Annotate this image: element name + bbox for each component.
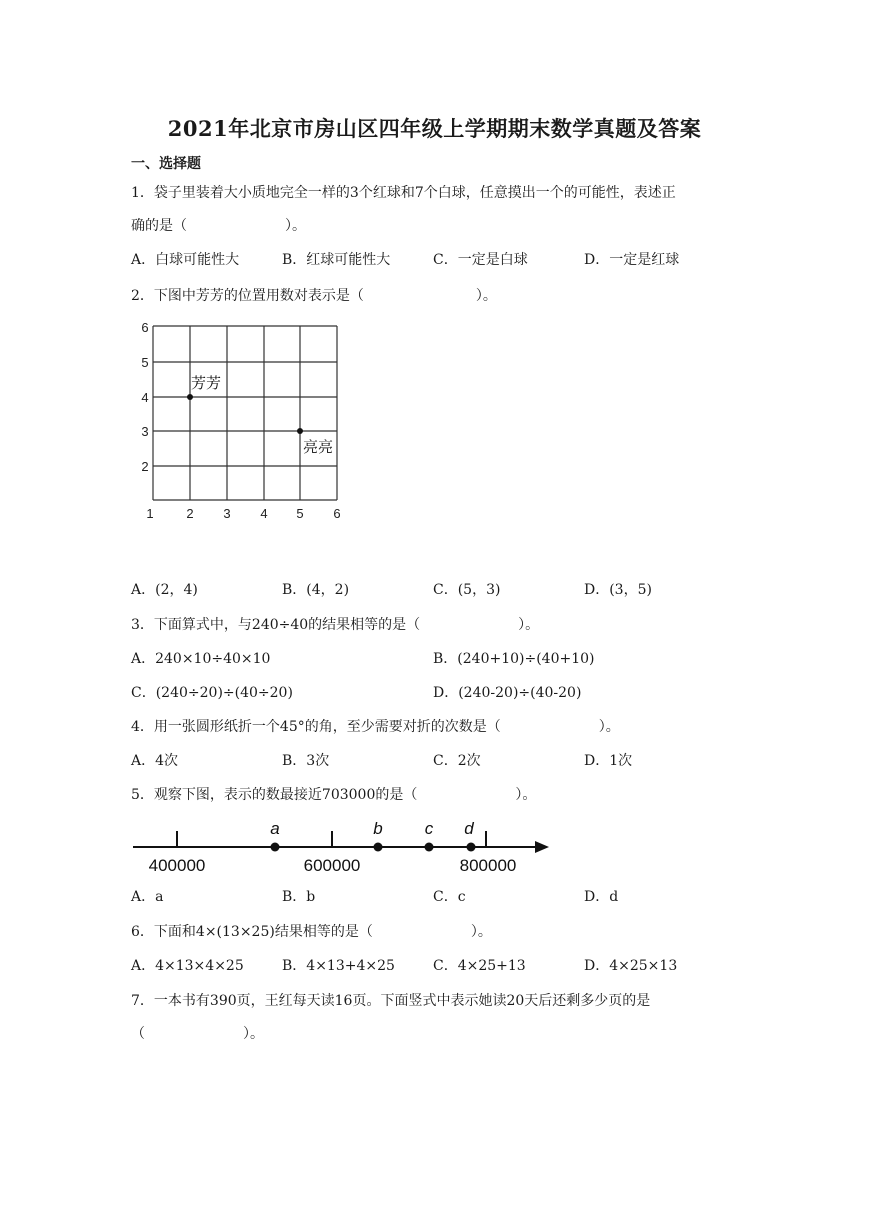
- q2-option-a: A．(2，4): [131, 582, 198, 598]
- question-6-text: 6．下面和4×(13×25)结果相等的是（ ）。: [131, 924, 492, 940]
- q5-option-d: D．d: [584, 889, 619, 905]
- q6-option-d: D．4×25×13: [584, 958, 678, 974]
- number-line-tick-label: 800000: [459, 856, 517, 875]
- q5-option-c: C．c: [433, 889, 466, 905]
- y-tick-label: 5: [141, 355, 149, 370]
- question-5-text: 5．观察下图，表示的数最接近703000的是（ ）。: [131, 787, 537, 803]
- number-line-figure: [131, 815, 556, 877]
- q3-option-c: C．(240÷20)÷(40÷20): [131, 685, 293, 701]
- point-a: [271, 843, 280, 852]
- q1-option-b: B．红球可能性大: [282, 252, 391, 268]
- question-1-text-cont: 确的是（ ）。: [131, 218, 306, 234]
- question-2-text: 2．下图中芳芳的位置用数对表示是（ ）。: [131, 288, 497, 304]
- section-heading: 一、选择题: [131, 156, 201, 172]
- q2-option-b: B．(4，2): [282, 582, 350, 598]
- point-c: [425, 843, 434, 852]
- point-b: [374, 843, 383, 852]
- q3-option-a: A．240×10÷40×10: [131, 651, 271, 667]
- x-tick-label: 2: [186, 506, 194, 521]
- q4-option-c: C．2次: [433, 753, 481, 769]
- q4-option-b: B．3次: [282, 753, 330, 769]
- q5-option-b: B．b: [282, 889, 316, 905]
- question-1-text: 1．袋子里装着大小质地完全一样的3个红球和7个白球，任意摸出一个的可能性，表述正: [131, 185, 676, 201]
- q5-option-a: A．a: [131, 889, 164, 905]
- question-7-text: 7．一本书有390页，王红每天读16页。下面竖式中表示她读20天后还剩多少页的是: [131, 993, 651, 1009]
- number-line-tick-label: 400000: [148, 856, 206, 875]
- q3-option-b: B．(240+10)÷(40+10): [433, 651, 595, 667]
- point-d: [467, 843, 476, 852]
- y-tick-label: 4: [141, 390, 149, 405]
- point-liangliang: [297, 428, 303, 434]
- y-tick-label: 2: [141, 459, 149, 474]
- x-tick-label: 3: [223, 506, 231, 521]
- x-tick-label: 6: [333, 506, 341, 521]
- q6-option-c: C．4×25+13: [433, 958, 526, 974]
- number-line-tick-label: 600000: [303, 856, 361, 875]
- point-label-fangfang: 芳芳: [191, 375, 222, 392]
- grid-lines: [153, 326, 337, 500]
- q6-option-b: B．4×13+4×25: [282, 958, 395, 974]
- point-label-c: c: [424, 819, 434, 838]
- point-label-a: a: [270, 819, 280, 838]
- page-title: 2021年北京市房山区四年级上学期期末数学真题及答案: [167, 116, 702, 141]
- q1-option-a: A．白球可能性大: [131, 252, 240, 268]
- coordinate-grid-figure: [136, 318, 356, 528]
- question-4-text: 4．用一张圆形纸折一个45°的角，至少需要对折的次数是（ ）。: [131, 719, 620, 735]
- question-3-text: 3．下面算式中，与240÷40的结果相等的是（ ）。: [131, 617, 540, 633]
- q2-option-c: C．(5，3): [433, 582, 501, 598]
- point-label-d: d: [464, 819, 474, 838]
- x-tick-label: 5: [296, 506, 304, 521]
- y-tick-label: 6: [141, 320, 149, 335]
- y-tick-label: 3: [141, 424, 149, 439]
- q1-option-d: D．一定是红球: [584, 252, 680, 268]
- x-tick-label: 4: [260, 506, 268, 521]
- point-label-b: b: [373, 819, 383, 838]
- q4-option-d: D．1次: [584, 753, 633, 769]
- q6-option-a: A．4×13×4×25: [131, 958, 244, 974]
- x-tick-label: 1: [146, 506, 154, 521]
- question-7-text-cont: （ ）。: [131, 1026, 264, 1042]
- point-label-liangliang: 亮亮: [303, 439, 334, 456]
- q3-option-d: D．(240-20)÷(40-20): [433, 685, 582, 701]
- q2-option-d: D．(3，5): [584, 582, 652, 598]
- q4-option-a: A．4次: [131, 753, 179, 769]
- point-fangfang: [187, 394, 193, 400]
- q1-option-c: C．一定是白球: [433, 252, 528, 268]
